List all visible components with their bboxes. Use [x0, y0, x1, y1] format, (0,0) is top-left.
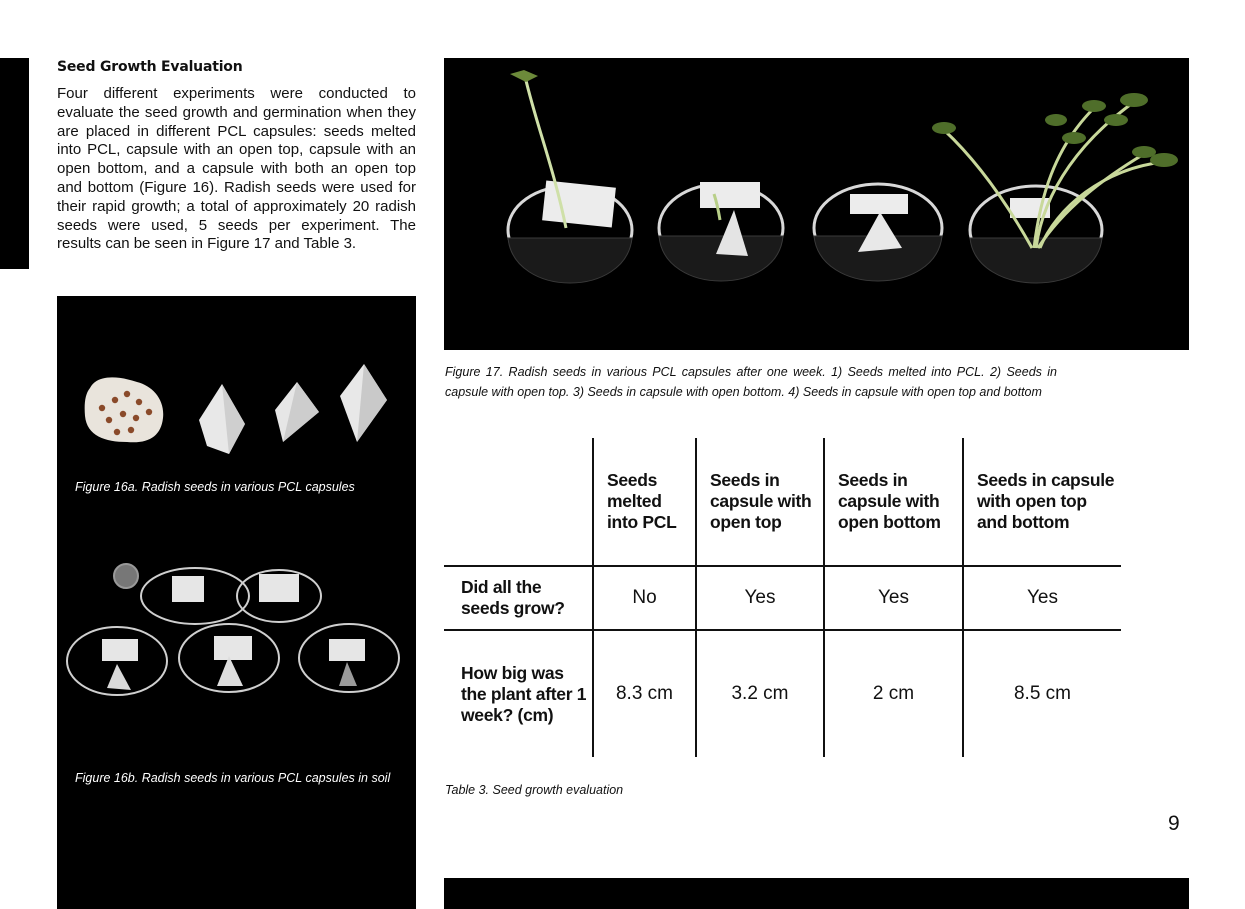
- table-row: [444, 566, 1121, 630]
- table-cell: No: [593, 566, 696, 630]
- page-number: 9: [1168, 812, 1180, 835]
- seed-growth-table: [444, 438, 1121, 757]
- table-corner: [444, 438, 593, 566]
- col-header: Seeds in capsule with open top: [696, 438, 824, 566]
- table-cell: Yes: [696, 566, 824, 630]
- section-heading: Seed Growth Evaluation: [57, 59, 243, 75]
- fig16a-melted-disc: [85, 377, 164, 442]
- table-caption: Table 3. Seed growth evaluation: [445, 783, 624, 797]
- bottom-image-strip: [444, 878, 1189, 909]
- figure-17-illustration: [444, 58, 1189, 350]
- fig16a-caption: Figure 16a. Radish seeds in various PCL capsules: [75, 480, 355, 494]
- row-header: Did all the seeds grow?: [444, 566, 593, 630]
- table-cell: 8.5 cm: [963, 630, 1121, 757]
- body-paragraph: Four different experiments were conducted to evaluate the seed growth and germination when they are placed in different PCL capsules: seeds melted into PCL, capsule with an open top, capsule with an open bottom, and a capsule with both an open top and bottom (Figure 16). Radish seeds were used for their rapid growth; a total of approximately 20 radish seeds were used, 5 seeds per experiment. The results can be seen in Figure 17 and Table 3.: [57, 85, 416, 253]
- figure-17-photo: [444, 58, 1189, 350]
- table-row: [444, 630, 1121, 757]
- col-header: Seeds in capsule with open bottom: [824, 438, 963, 566]
- table-cell: 3.2 cm: [696, 630, 824, 757]
- fig16b-caption: Figure 16b. Radish seeds in various PCL capsules in soil: [75, 771, 391, 785]
- figure-16-photos: [57, 296, 416, 909]
- table-header-row: [444, 438, 1121, 566]
- table-cell: Yes: [824, 566, 963, 630]
- table-cell: 2 cm: [824, 630, 963, 757]
- table-cell: Yes: [963, 566, 1121, 630]
- figure-16-panel: [57, 296, 416, 909]
- table-cell: 8.3 cm: [593, 630, 696, 757]
- fig17-caption: Figure 17. Radish seeds in various PCL capsules after one week. 1) Seeds melted into PCL. 2) Seeds in capsule with open top. 3) Seeds in capsule with open bottom. 4) Seeds in capsule with open top and bottom: [445, 365, 1057, 399]
- row-header: How big was the plant after 1 week? (cm): [444, 630, 593, 757]
- col-header: Seeds in capsule with open top and bottom: [963, 438, 1121, 566]
- col-header: Seeds melted into PCL: [593, 438, 696, 566]
- side-tab: [0, 58, 29, 269]
